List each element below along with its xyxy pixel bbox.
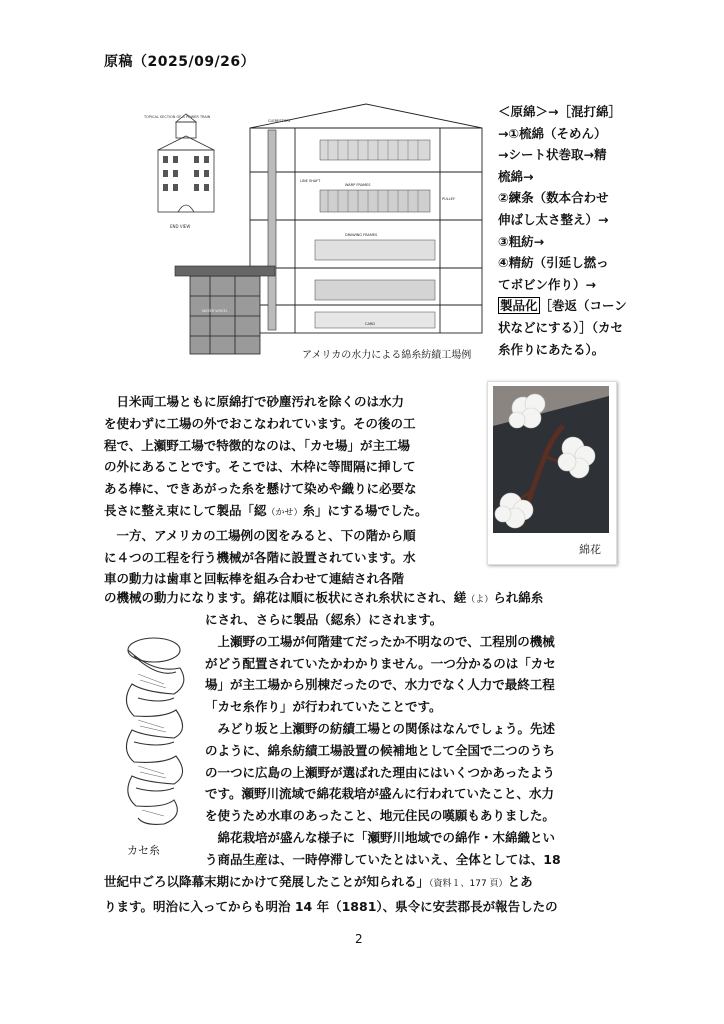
ruby-reading: （よ） — [466, 595, 494, 605]
flow-line: ②練条（数本合わせ — [498, 190, 609, 206]
text-line: を使うため水車のあったこと、地元住民の嘆願もありました。 — [205, 808, 555, 824]
end-view-label: END VIEW — [170, 224, 191, 229]
text-line: 場」が主工場から別棟だったので、水力でなく人力で最終工程 — [205, 677, 555, 693]
cotton-caption: 綿花 — [579, 543, 601, 556]
para-1 — [104, 391, 428, 590]
text-line: の外にあることです。そこでは、木枠に等間隔に挿して — [104, 459, 416, 475]
flow-line: 状などにする）］（カセ — [498, 319, 624, 335]
text-line: 車の動力は歯車と回転棒を組み合わせて連結され各階 — [104, 571, 405, 587]
text-segment: 長さに整え束にして製品「綛 — [104, 502, 267, 518]
flow-line: ④精紡（引延し撚っ — [498, 255, 609, 271]
warp-frames-label: WARP FRAMES — [345, 183, 371, 187]
factory-illustration — [140, 100, 488, 362]
flow-line-boxed — [498, 295, 634, 317]
product-box-label: 製品化 — [500, 298, 538, 314]
text-line: ります。明治に入ってからも明治 14 年（1881）、県令に安芸郡長が報告したの — [104, 898, 558, 914]
text-segment: 糸」にする場でした。 — [302, 502, 428, 518]
text-line: ある棒に、できあがった糸を懸けて染めや織りに必要な — [104, 481, 417, 497]
text-line: 程で、上瀬野工場で特徴的なのは、「カセ場」が主工場 — [104, 437, 411, 453]
factory-top-label: TOPICAL SECTION OF A POWER TRAIN — [144, 115, 211, 119]
text-line: う商品生産は、一時停滞していたとはいえ、全体としては、18 — [205, 851, 561, 867]
text-line: を使わずに工場の外でおこなわれています。その後の工 — [104, 415, 416, 431]
flow-line: →シート状巻取→精 — [498, 147, 607, 163]
text-line — [104, 871, 558, 896]
flow-after-box: ［巻返（コーン — [539, 298, 627, 314]
text-line: 上瀬野の工場が何階建てだったか不明なので、工程別の機械 — [205, 633, 555, 649]
text-line: 日米両工場ともに原綿打で砂塵汚れを除くのは水力 — [104, 394, 405, 409]
flow-line: 梳綿→ — [498, 168, 534, 184]
text-line: 「カセ糸作り」が行われていたことです。 — [205, 699, 442, 715]
text-line: に４つの工程を行う機械が各階に設置されています。水 — [104, 549, 416, 565]
text-line: 一方、アメリカの工場例の図をみると、下の階から順 — [104, 527, 416, 543]
para-5-tail — [104, 871, 558, 918]
text-line: です。瀬野川流域で綿花栽培が盛んに行われていたこと、水力 — [205, 786, 555, 802]
text-segment: 世紀中ごろ以降幕末期にかけて発展したことが知られる」 — [104, 874, 430, 889]
page-number: 2 — [355, 932, 363, 946]
flow-line: →①梳綿（そめん） — [498, 125, 607, 141]
water-wheel-label: WATER WHEEL — [202, 309, 228, 313]
para-3-4 — [205, 609, 561, 871]
text-line — [104, 500, 428, 525]
text-line: のように、綿糸紡績工場設置の候補地として全国で二つのうち — [205, 742, 556, 758]
line-shaft-label: LINE SHAFT — [300, 179, 321, 183]
flow-line: 糸作りにあたる）。 — [498, 341, 605, 357]
text-line: みどり坂と上瀬野の紡績工場との関係はなんでしょう。先述 — [205, 720, 556, 736]
flow-line: てボビン作り）→ — [498, 276, 596, 292]
factory-caption: アメリカの水力による綿糸紡績工場例 — [300, 346, 473, 361]
skein-caption: カセ糸 — [127, 844, 160, 857]
text-line: がどう配置されていたかわかりません。一つ分かるのは「カセ — [205, 655, 556, 671]
text-segment: られ綿糸 — [493, 590, 544, 605]
cotton-photo — [493, 386, 609, 533]
skein-illustration — [104, 634, 204, 834]
pulley-label: PULLEY — [442, 197, 455, 201]
ruby-reading: （かせ） — [266, 507, 303, 518]
flow-line: ③粗紡→ — [498, 233, 545, 249]
flow-line: 伸ばし太さ整え）→ — [498, 211, 609, 227]
text-line: の一つに広島の上瀬野が選ばれた理由にはいくつかあったよう — [205, 764, 555, 780]
text-segment: の機械の動力になります。綿花は順に板状にされ糸状にされ、縒 — [104, 590, 467, 605]
text-line: 綿花栽培が盛んな様子に「瀬野川地域での綿作・木綿織とい — [205, 829, 556, 845]
process-flow — [498, 101, 634, 360]
clerestory-label: CLERESTORY — [268, 119, 291, 123]
page-title: 原稿（2025/09/26） — [104, 54, 256, 70]
text-line: にされ、さらに製品（綛糸）にされます。 — [205, 612, 443, 627]
reference-note: （資料１、177 頁） — [429, 879, 508, 889]
text-segment: とあ — [507, 874, 533, 889]
card-label: CARD — [365, 322, 375, 326]
flow-line: ＜原綿＞→［混打綿］ — [498, 104, 621, 119]
drawing-frames-label: DRAWING FRAMES — [345, 233, 378, 237]
